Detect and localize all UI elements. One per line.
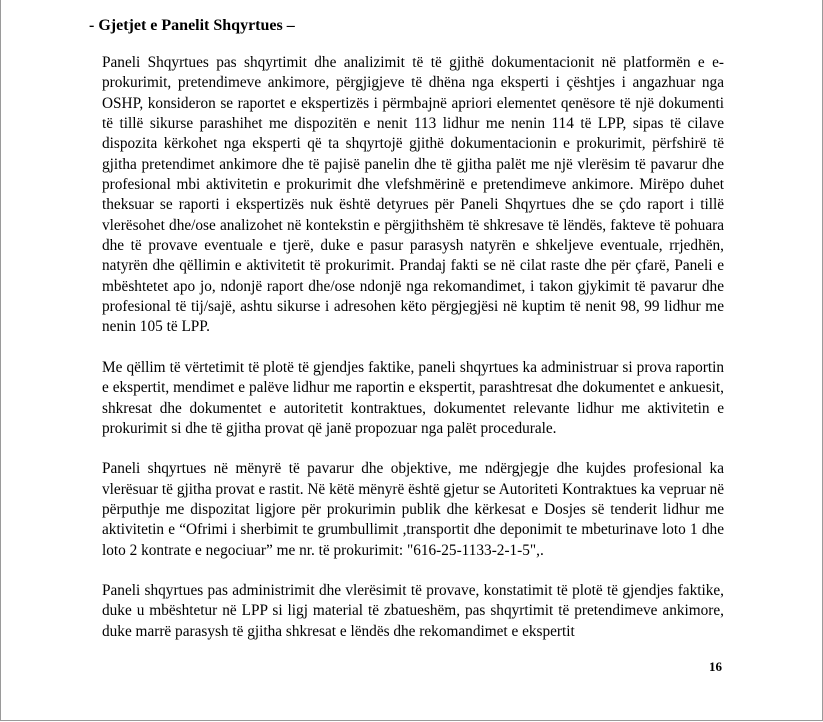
section-heading: - Gjetjet e Panelit Shqyrtues – (89, 17, 295, 34)
paragraph-1: Paneli Shqyrtues pas shqyrtimit dhe analizimit të të gjithë dokumentacionit në platformën e e-prokurimit, pretendimeve ankimore, përgjigjeve të dhëna nga eksperti i çështjes i angazhuar nga OSHP, konsideron se raportet e ekspertizës i përmbajnë apriori elementet qenësore të një dokumenti të tillë sikurse parashihet me dispozitën e nenit 113 lidhur me nenin 114 të LPP, sipas të cilave dispozita kërkohet nga eksperti që ta shqyrtojë gjithë dokumentacionin e prokurimit, përfshirë të gjitha pretendimet ankimore dhe të pajisë panelin dhe të gjitha palët me një vlerësim të pavarur dhe profesional mbi aktivitetin e prokurimit dhe vlefshmërinë e pretendimeve ankimore. Mirëpo duhet theksuar se raporti i ekspertizës nuk është detyrues për Paneli Shqyrtues dhe se çdo raport i tillë vlerësohet dhe/ose analizohet në kontekstin e përgjithshëm të shkresave të lëndës, fakteve të pohuara dhe të provave eventuale e tjerë, duke e pasur parasysh natyrën e shkeljeve eventuale, rrjedhën, natyrën dhe qëllimin e aktivitetit të prokurimit. Prandaj fakti se në cilat raste dhe për çfarë, Paneli e mbështetet apo jo, ndonjë raport dhe/ose ndonjë nga rekomandimet, i takon gjykimit të pavarur dhe profesional të tij/sajë, ashtu sikurse i adresohen këto përgjegjësi në kuptim të nenit 98, 99 lidhur me nenin 105 të LPP. (102, 54, 724, 336)
paragraph-3: Paneli shqyrtues në mënyrë të pavarur dhe objektive, me ndërgjegje dhe kujdes profesional ka vlerësuar të gjitha provat e rastit. Në këtë mënyrë është gjetur se Autoriteti Kontraktues ka vepruar në përputhje me dispozitat ligjore për prokurimin publik dhe kërkesat e Dosjes së tenderit lidhur me aktivitetin e “Ofrimi i sherbimit te grumbullimit ,transportit dhe deponimit te mbeturinave loto 1 dhe loto 2 kontrate e negociuar” me nr. të prokurimit: "616-25-1133-2-1-5",. (102, 460, 724, 559)
document-body (89, 16, 724, 662)
paragraph-2: Me qëllim të vërtetimit të plotë të gjendjes faktike, paneli shqyrtues ka administruar si prova raportin e ekspertit, mendimet e palëve lidhur me raportin e ekspertit, parashtresat dhe dokumentet e ankuesit, shkresat dhe dokumentet e autoritetit kontraktues, dokumentet relevante lidhur me aktivitetin e prokurimit si dhe të gjitha provat që janë propozuar nga palët procedurale. (102, 358, 724, 437)
page-number: 16 (709, 659, 722, 674)
paragraph-4: Paneli shqyrtues pas administrimit dhe vlerësimit të provave, konstatimit të plotë të gjendjes faktike, duke u mbështetur në LPP si ligj material të zbatueshëm, pas shqyrtimit të pretendimeve ankimore, duke marrë parasysh të gjitha shkresat e lëndës dhe rekomandimet e ekspertit (102, 581, 724, 640)
